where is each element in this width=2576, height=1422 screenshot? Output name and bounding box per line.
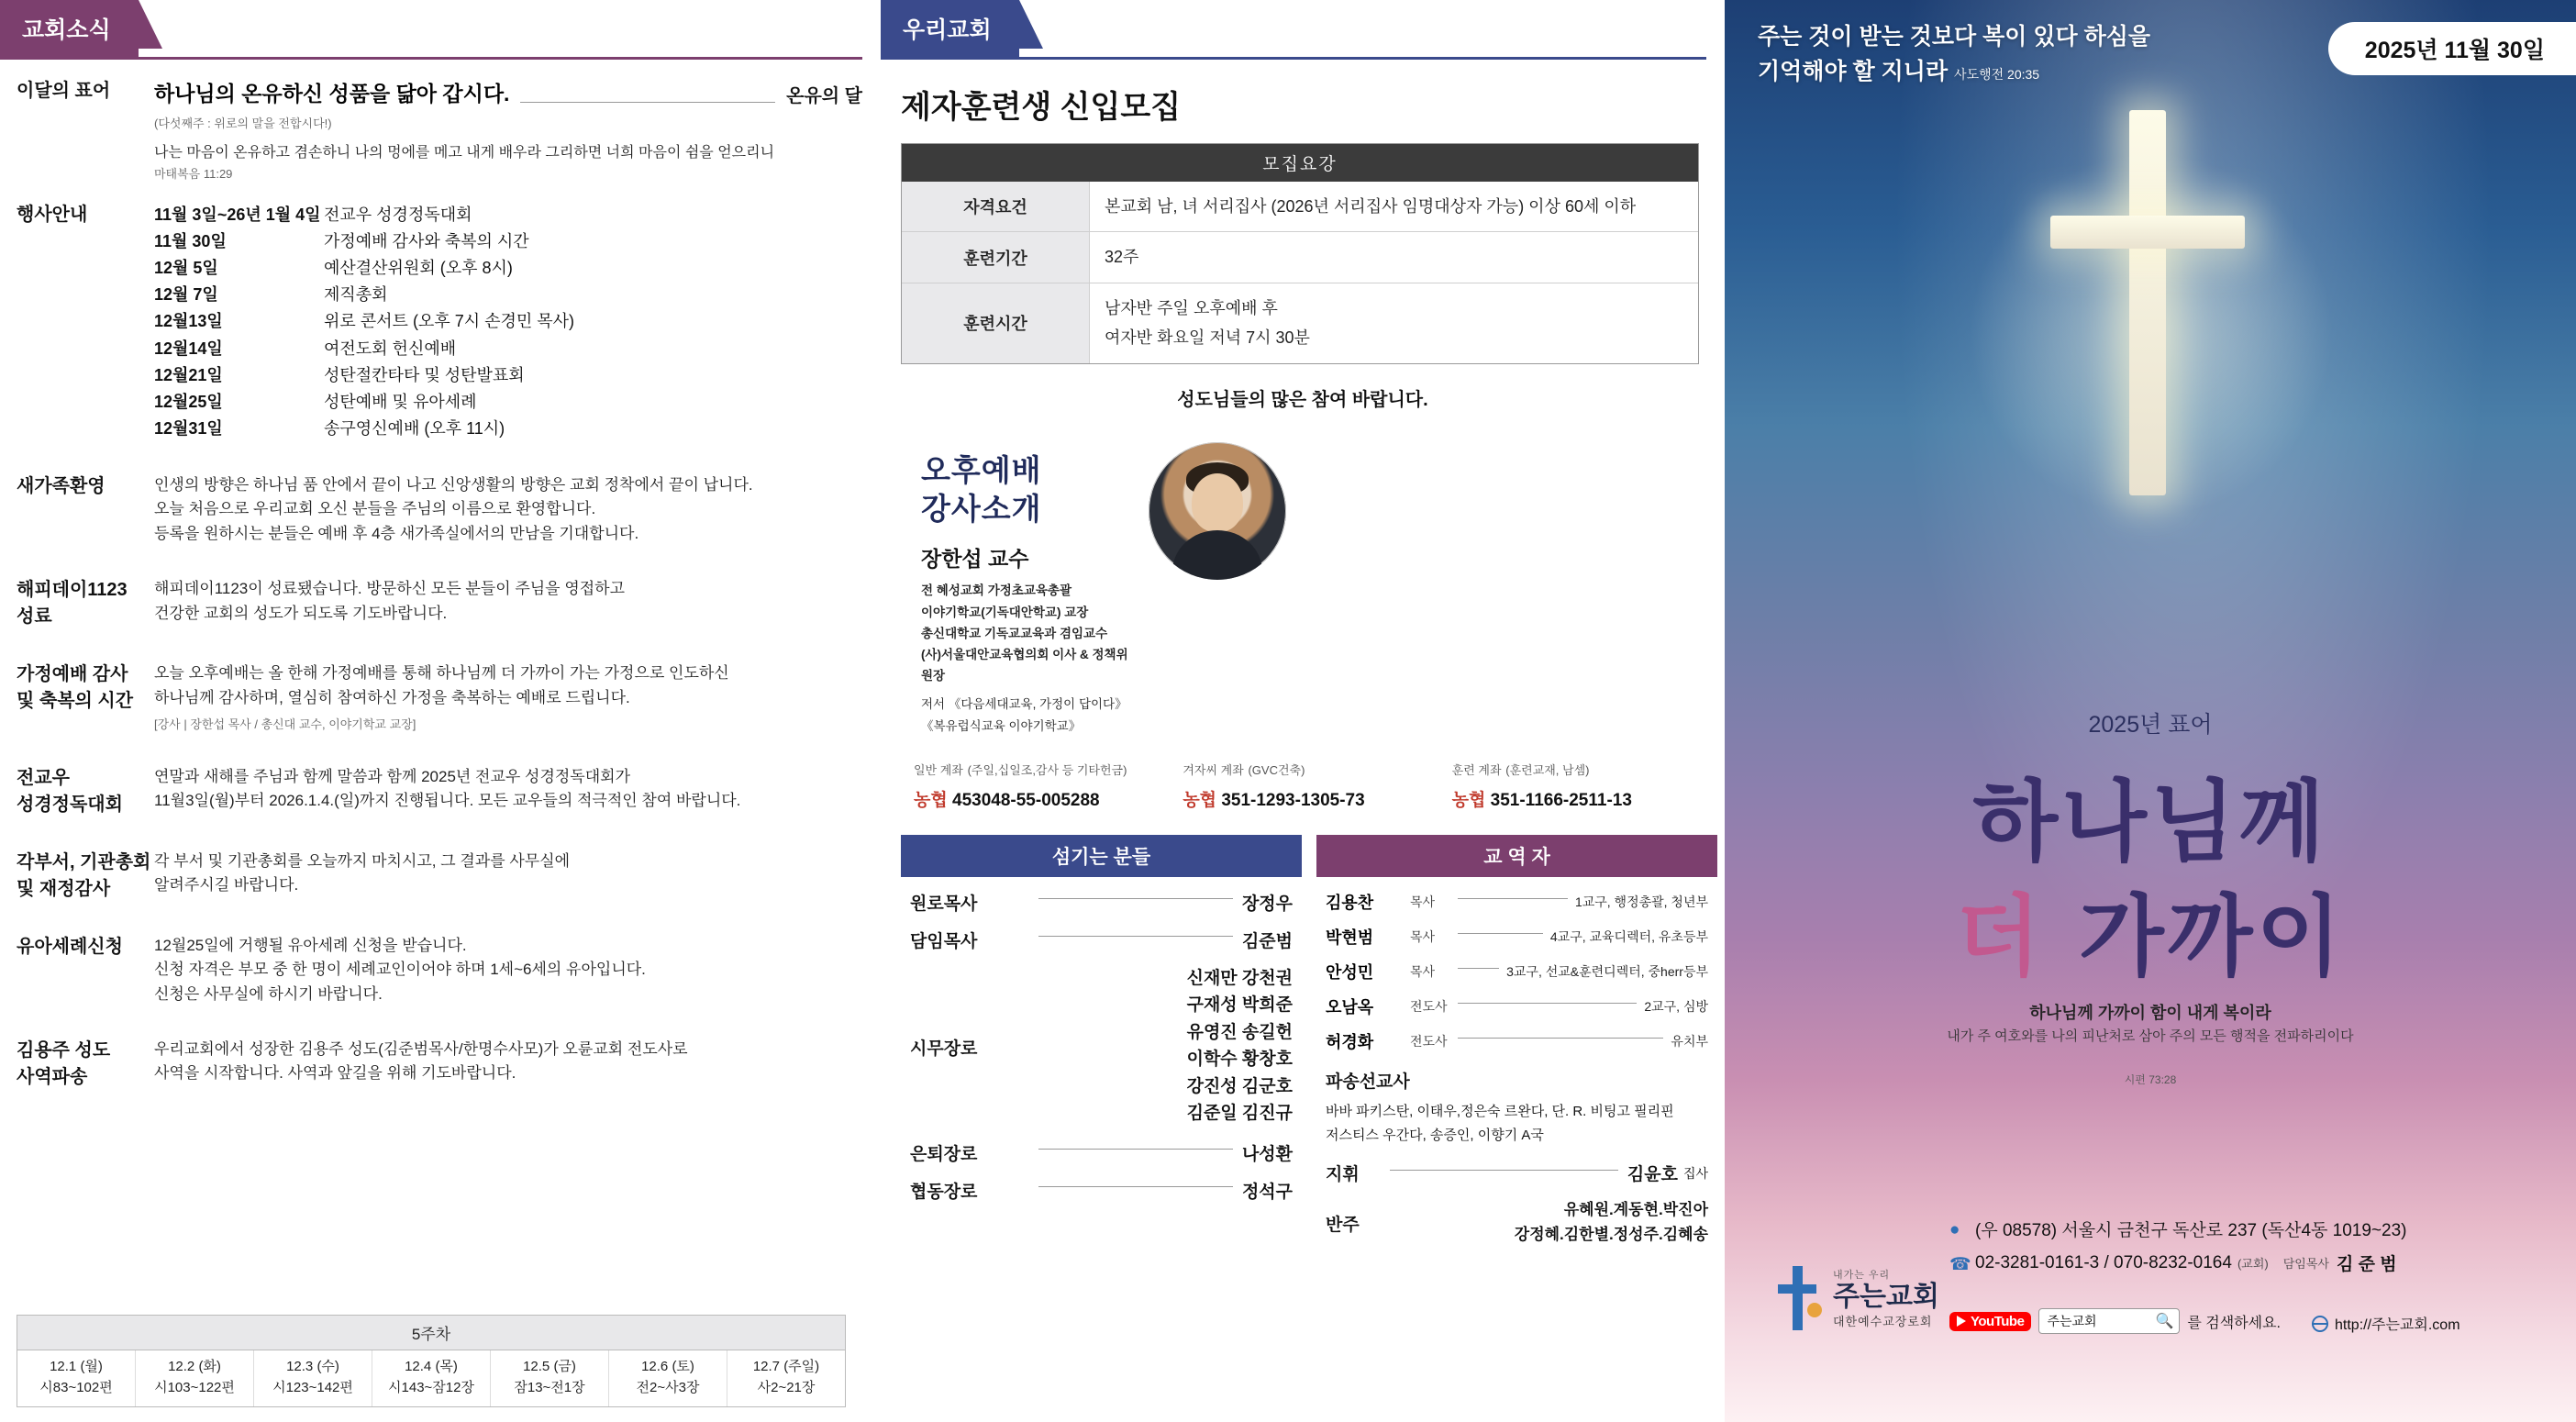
staff-row: 오남옥 전도사 2교구, 심방 — [1326, 997, 1708, 1017]
speaker-head-line2: 강사소개 — [921, 492, 1042, 527]
requirement-value: 남자반 주일 오후예배 후 여자반 화요일 저녁 7시 30분 — [1105, 298, 1310, 348]
week-table-cell: 12.2 (화) 시103~122편 — [135, 1350, 253, 1406]
retired-elder-row — [910, 1140, 1293, 1165]
speaker-books: 저서 《다음세대교육, 가정이 답이다》 《복유럽식교육 이야기학교》 — [921, 697, 1127, 733]
year-motto-line2-a: 더 — [1955, 885, 2045, 988]
requirement-key: 훈련시간 — [902, 283, 1090, 363]
logo-tagline: 내가는 우리 — [1833, 1270, 1891, 1281]
events-row — [0, 202, 862, 442]
conductor-role: 지휘 — [1326, 1165, 1360, 1185]
news-section-label: 각부서, 기관총회 및 재정감사 — [17, 851, 151, 899]
youtube-search-box[interactable] — [2038, 1308, 2180, 1334]
pastor-name: 김 준 범 — [2336, 1255, 2397, 1274]
elders-role: 시무장로 — [910, 1039, 978, 1059]
event-desc: 제직총회 — [324, 285, 388, 305]
missionaries-list: 바바 파키스탄, 이태우,정은숙 르완다, 단. R. 비팅고 필리핀 저스티스 우간다, 송증인, 이향기 A국 — [1326, 1103, 1674, 1144]
news-section-body — [154, 765, 862, 818]
motto-verse-ref: 마태복음 11:29 — [154, 166, 233, 181]
recruit-title: 제자훈련생 신입모집 — [901, 90, 1182, 125]
event-desc: 송구영신예배 (오후 11시) — [324, 418, 505, 438]
motto-verse: 나는 마음이 온유하고 겸손하니 나의 멍에를 메고 내게 배우라 그리하면 너희 마음이 쉼을 얻으리니 — [154, 144, 775, 161]
conductor-row — [1326, 1161, 1708, 1185]
website-line[interactable] — [2312, 1313, 2460, 1334]
recruit-requirement-rows — [902, 182, 1698, 363]
youtube-suffix: 를 검색하세요. — [2187, 1315, 2281, 1331]
news-section-line: 하나님께 감사하며, 열심히 참여하신 가정을 축복하는 예배로 드립니다. — [154, 688, 630, 706]
missionaries-header: 파송선교사 — [1326, 1072, 1410, 1092]
offering-account: 일반 계좌 (주일,십일조,감사 등 기타헌금) 농협 453048-55-005288 — [914, 762, 1127, 810]
news-section — [0, 577, 862, 630]
staff-row: 김용찬 목사 1교구, 행정총괄, 청년부 — [1326, 893, 1708, 912]
serving-header: 섬기는 분들 — [901, 835, 1302, 877]
address-line — [1949, 1216, 2406, 1241]
youtube-label: YouTube — [1971, 1313, 2025, 1329]
speaker-intro — [921, 439, 1725, 737]
week-table-cell: 12.3 (수) 시123~142편 — [253, 1350, 372, 1406]
serving-row: 담임목사 김준범 — [910, 931, 1293, 951]
cover-verse-ref: 사도행전 20:35 — [1954, 66, 2040, 82]
speaker-head-line1: 오후예배 — [921, 452, 1042, 487]
conductor-title: 집사 — [1682, 1165, 1708, 1181]
news-section-line: 오늘 처음으로 우리교회 오신 분들을 주님의 이름으로 환영합니다. — [154, 500, 596, 518]
news-section-line: 신청 자격은 부모 중 한 명이 세례교인이어야 하며 1세~6세의 유아입니다. — [154, 961, 646, 979]
pastor-label: 담임목사 — [2282, 1257, 2329, 1271]
event-date: 12월25일 — [154, 392, 223, 411]
retired-elder-name: 나성환 — [1241, 1144, 1293, 1164]
youtube-search-input[interactable] — [2045, 1313, 2155, 1329]
event-desc: 예산결산위원회 (오후 8시) — [324, 259, 513, 278]
news-section-body — [154, 1038, 862, 1091]
speaker-credential-line: 전 혜성교회 가정초교육총괄 — [921, 583, 1071, 598]
requirement-row — [902, 283, 1698, 363]
recruit-requirements-box — [901, 143, 1699, 364]
conductor-name: 김윤호 — [1627, 1165, 1678, 1185]
year-motto-line1: 하나님께 — [1972, 771, 2328, 873]
requirement-value: 32주 — [1105, 248, 1139, 267]
week-table-header: 5주차 — [17, 1316, 845, 1350]
staff-row: 박현범 목사 4교구, 교육디렉터, 유초등부 — [1326, 928, 1708, 947]
location-icon: ● — [1949, 1219, 1960, 1239]
event-date: 12월14일 — [154, 339, 223, 358]
monthly-motto-label: 이달의 표어 — [17, 81, 111, 101]
event-desc: 성탄절칸타타 및 성탄발표회 — [324, 365, 525, 384]
phone-icon: ☎ — [1949, 1254, 1971, 1274]
accompanist-row — [1326, 1198, 1708, 1247]
globe-icon — [2312, 1316, 2328, 1332]
news-section-label: 김용주 성도 사역파송 — [17, 1040, 111, 1088]
church-logo — [1772, 1266, 1939, 1330]
staff-rows — [1326, 890, 1708, 1053]
week-table-cell: 12.4 (목) 시143~잠12장 — [372, 1350, 490, 1406]
speaker-credential-line: (사)서울대안교육협의회 이사 & 정책위원장 — [921, 648, 1128, 683]
year-motto-label: 2025년 표어 — [2088, 712, 2213, 738]
logo-text — [1833, 1267, 1939, 1329]
offering-account: 훈련 계좌 (훈련교재, 남셈) 농협 351-1166-2511-13 — [1451, 762, 1632, 810]
week-table-cell: 12.1 (월) 시83~102편 — [39, 1359, 113, 1395]
event-desc: 가정예배 감사와 축복의 시간 — [324, 231, 529, 250]
events-list — [154, 202, 862, 442]
monthly-motto-body — [154, 78, 862, 183]
news-section-line: 12월25일에 거행될 유아세례 신청을 받습니다. — [154, 936, 467, 954]
year-motto-sub2: 내가 주 여호와를 나의 피난처로 삼아 주의 모든 행적을 전파하리이다 — [1947, 1028, 2354, 1044]
event-date: 12월 7일 — [154, 285, 218, 305]
youtube-icon[interactable] — [1949, 1312, 2031, 1331]
event-desc: 위로 콘서트 (오후 7시 손경민 목사) — [324, 312, 575, 331]
requirement-key: 자격요건 — [902, 182, 1090, 231]
serving-body — [901, 877, 1302, 1203]
news-section-line: 알려주시길 바랍니다. — [154, 876, 299, 894]
tab-our-church[interactable]: 우리교회 — [881, 0, 1019, 57]
event-date: 12월 5일 — [154, 259, 218, 278]
monthly-motto-title: 하나님의 온유하신 성품을 닮아 갑시다. — [154, 82, 510, 106]
news-section-body — [154, 934, 862, 1006]
phone-text: 02-3281-0161-3 / 070-8232-0164 — [1975, 1252, 2232, 1272]
cover-verse-line2: 기억해야 할 지니라 — [1758, 58, 1949, 84]
staff-row: 허경화 전도사 유치부 — [1326, 1032, 1708, 1051]
speaker-credential-line: 이야기학교(기독대안학교) 교장 — [921, 605, 1089, 619]
serving-rows — [910, 890, 1293, 952]
year-motto-line2 — [1725, 867, 2576, 993]
week-table-cell: 12.5 (금) 잠13~전1장 — [490, 1350, 608, 1406]
news-section-label: 가정예배 감사 및 축복의 시간 — [17, 664, 134, 712]
news-section-line: 인생의 방향은 하나님 품 안에서 끝이 나고 신앙생활의 방향은 교회 정착에서 끝이 납니다. — [154, 476, 753, 494]
cover-verse — [1758, 20, 2150, 89]
news-section-line: 연말과 새해를 주님과 함께 말씀과 함께 2025년 전교우 성경정독대회가 — [154, 767, 630, 785]
elders-list: 신재만 강천권 구재성 박희준 유영진 송길헌 이학수 황창호 강진성 김군호 김준일 김진규 — [1186, 968, 1293, 1124]
week-table-cell: 12.6 (토) 전2~사3장 — [608, 1350, 727, 1406]
event-desc: 여전도회 헌신예배 — [324, 339, 457, 358]
news-section-body — [154, 577, 862, 630]
motto-divider — [520, 102, 775, 103]
speaker-credential-line: 총신대학교 기독교교육과 겸임교수 — [921, 626, 1108, 640]
news-section-line: 11월3일(월)부터 2026.1.4.(일)까지 진행됩니다. 모든 교우들의 적극적인 참여 바랍니다. — [154, 792, 741, 810]
requirement-row — [902, 231, 1698, 282]
news-section-line: 등록을 원하시는 분들은 예배 후 4층 새가족실에서의 만남을 기대합니다. — [154, 524, 639, 542]
event-date: 11월 3일~26년 1월 4일 — [154, 205, 321, 224]
news-sections — [0, 473, 862, 1091]
events-label: 행사안내 — [17, 204, 88, 225]
serving-row: 원로목사 장정우 — [910, 894, 1293, 914]
news-section-body — [154, 850, 862, 903]
elders-row — [910, 965, 1293, 1128]
offering-accounts — [914, 761, 1721, 811]
column-cover — [1725, 0, 2576, 1422]
news-section-line: 해피데이1123이 성료됐습니다. 방문하신 모든 분들이 주님을 영접하고 — [154, 580, 626, 598]
event-date: 11월 30일 — [154, 231, 227, 250]
news-section-line: 신청은 사무실에 하시기 바랍니다. — [154, 984, 383, 1003]
week-table-cell: 12.7 (주일) 사2~21장 — [727, 1350, 845, 1406]
requirement-key: 훈련기간 — [902, 232, 1090, 282]
accompanist-list: 유혜원.계동현.박진아 강정혜.김한별.정성주.김혜송 — [1514, 1201, 1708, 1243]
logo-denomination: 대한예수교장로회 — [1833, 1315, 1933, 1328]
phone-note: (교회) — [2237, 1257, 2269, 1271]
news-section-line: 오늘 오후예배는 올 한해 가정예배를 통해 하나님께 더 가까이 가는 가정으로 인도하신 — [154, 664, 729, 683]
news-section — [0, 934, 862, 1006]
logo-church-name: 주는교회 — [1833, 1282, 1939, 1312]
event-date: 12월21일 — [154, 365, 223, 384]
speaker-portrait — [1149, 442, 1286, 580]
contact-block — [1949, 1216, 2406, 1284]
news-section-line: 우리교회에서 성장한 김용주 성도(김준범목사/한명수사모)가 오륜교회 전도사로 — [154, 1040, 688, 1059]
search-icon[interactable]: 🔍 — [2155, 1314, 2174, 1329]
speaker-credentials — [921, 580, 1132, 686]
column-our-church — [862, 0, 1725, 1422]
motto-month-name: 온유의 달 — [786, 85, 862, 106]
recruit-requirements-header: 모집요강 — [902, 144, 1698, 182]
youtube-bar — [1949, 1308, 2281, 1334]
year-motto-ref: 시편 73:28 — [2124, 1073, 2177, 1086]
speaker-left — [921, 439, 1132, 737]
column-church-news — [0, 0, 862, 1422]
requirement-value: 본교회 남, 녀 서리집사 (2026년 서리집사 임명대상자 가능) 이상 60세 이하 — [1105, 197, 1637, 216]
website-url[interactable]: http://주는교회.com — [2335, 1317, 2460, 1333]
cross-logo-icon — [1772, 1266, 1822, 1330]
associate-elder-name: 정석구 — [1241, 1182, 1293, 1202]
news-section — [0, 473, 862, 546]
offering-account: 겨자씨 계좌 (GVC건축) 농협 351-1293-1305-73 — [1183, 762, 1365, 810]
news-section-body — [154, 473, 862, 546]
news-section-line: [강사 | 장한섭 목사 / 총신대 교수, 이야기학교 교장] — [154, 717, 416, 731]
monthly-motto-row — [0, 78, 862, 183]
news-tabbar — [0, 0, 862, 60]
year-motto-line2-b: 가까이 — [2078, 885, 2346, 988]
retired-elder-role: 은퇴장로 — [910, 1144, 978, 1164]
week-table-cells — [17, 1350, 845, 1406]
address-text: (우 08578) 서울시 금천구 독산로 237 (독산4동 1019~23) — [1975, 1221, 2407, 1240]
news-section-label: 전교우 성경정독대회 — [17, 767, 123, 815]
associate-elder-row — [910, 1178, 1293, 1203]
news-section — [0, 765, 862, 818]
news-section-label: 해피데이1123 성료 — [17, 580, 128, 628]
news-section — [0, 1038, 862, 1091]
tab-church-news[interactable]: 교회소식 — [0, 0, 139, 57]
news-section-label: 새가족환영 — [17, 476, 105, 497]
phone-line — [1949, 1250, 2406, 1275]
speaker-name: 장한섭 교수 — [921, 547, 1029, 572]
news-section-body — [154, 661, 862, 734]
event-date: 12월31일 — [154, 418, 223, 438]
year-motto-sub1: 하나님께 가까이 함이 내게 복이라 — [2029, 1004, 2271, 1022]
staff-table — [1316, 835, 1717, 1260]
requirement-row — [902, 182, 1698, 231]
staff-body — [1316, 877, 1717, 1247]
event-date: 12월13일 — [154, 312, 223, 331]
issue-date: 2025년 11월 30일 — [2328, 22, 2576, 75]
cover-verse-line1: 주는 것이 받는 것보다 복이 있다 하심을 — [1758, 24, 2151, 50]
recruit-note: 성도님들의 많은 참여 바랍니다. — [1177, 389, 1428, 410]
news-section-line: 사역을 시작합니다. 사역과 앞길을 위해 기도바랍니다. — [154, 1064, 516, 1083]
news-section — [0, 850, 862, 903]
news-section-line: 건강한 교회의 성도가 되도록 기도바랍니다. — [154, 604, 448, 622]
news-section-line: 각 부서 및 기관총회를 오늘까지 마치시고, 그 결과를 사무실에 — [154, 851, 571, 870]
church-tabbar — [881, 0, 1706, 60]
staff-header: 교 역 자 — [1316, 835, 1717, 877]
news-section-label: 유아세례신청 — [17, 936, 123, 957]
bible-reading-table — [17, 1315, 846, 1407]
associate-elder-role: 협동장로 — [910, 1182, 978, 1202]
staff-row: 안성민 목사 3교구, 선교&훈련디렉터, 중herr등부 — [1326, 962, 1708, 982]
event-desc: 성탄예배 및 유아세례 — [324, 392, 477, 411]
cross-graphic — [2041, 110, 2252, 495]
news-section — [0, 661, 862, 734]
events-body — [154, 202, 862, 442]
serving-members-table — [901, 835, 1302, 1260]
accompanist-role: 반주 — [1326, 1216, 1360, 1236]
people-tables — [901, 835, 1717, 1260]
motto-subnote: (다섯째주 : 위로의 말을 전합시다!) — [154, 116, 332, 130]
event-desc: 전교우 성경정독대회 — [324, 205, 472, 224]
